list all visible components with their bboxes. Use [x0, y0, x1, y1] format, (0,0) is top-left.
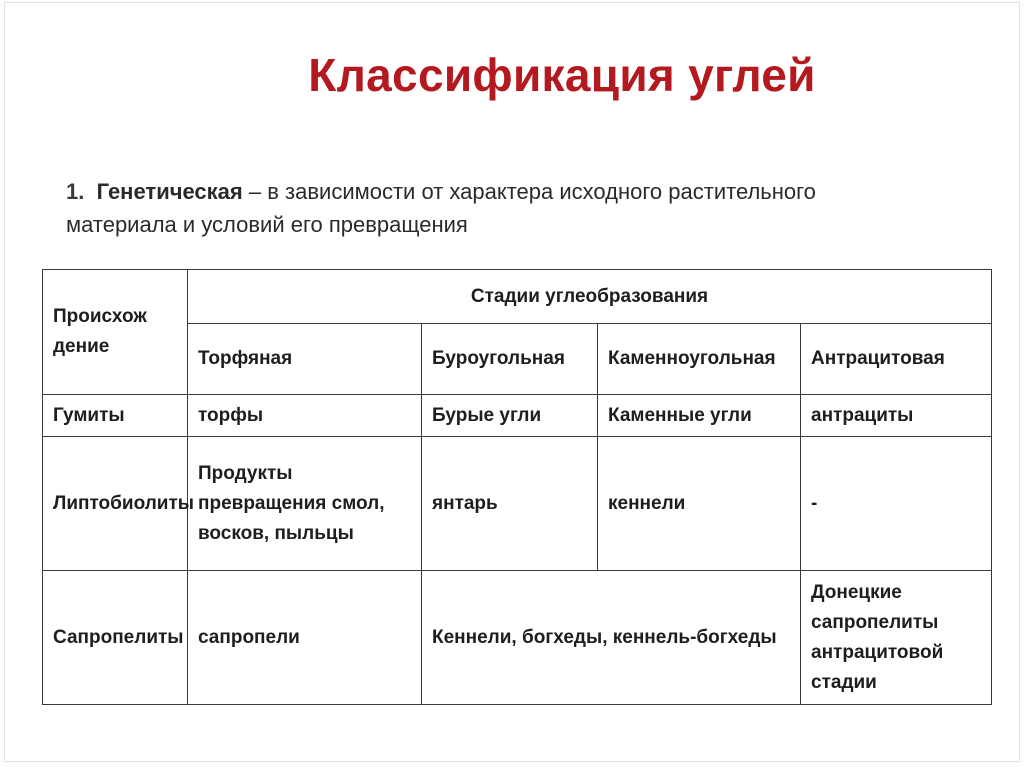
subtitle [66, 175, 966, 241]
table-cell: Каменные угли [598, 395, 801, 437]
stage-peat: Торфяная [188, 324, 422, 395]
table-cell: Кеннели, богхеды, кеннель-богхеды [422, 571, 801, 705]
table-row-sapropelites [43, 571, 992, 705]
stage-anthracite: Антрацитовая [801, 324, 992, 395]
origin-header: Происхож дение [43, 270, 188, 395]
page-title: Классификация углей [308, 49, 816, 101]
list-number: 1. [66, 179, 85, 204]
stage-brown-coal: Буроугольная [422, 324, 598, 395]
classification-term: Генетическая [96, 179, 243, 204]
table-cell: сапропели [188, 571, 422, 705]
stage-hard-coal: Каменноугольная [598, 324, 801, 395]
origin-sapropelites: Сапропелиты [43, 571, 188, 705]
origin-liptobiolites: Липтобиолиты [43, 437, 188, 571]
table-cell: Продукты превращения смол, восков, пыльцы [188, 437, 422, 571]
subtitle-description-2: материала и условий его превращения [66, 212, 468, 237]
table-row-humites [43, 395, 992, 437]
table-cell: кеннели [598, 437, 801, 571]
table-cell: Бурые угли [422, 395, 598, 437]
table-cell: торфы [188, 395, 422, 437]
table-cell: - [801, 437, 992, 571]
table-cell: янтарь [422, 437, 598, 571]
header-row [43, 270, 992, 324]
origin-humites: Гумиты [43, 395, 188, 437]
table-cell: антрациты [801, 395, 992, 437]
subtitle-description-1: – в зависимости от характера исходного растительного [242, 179, 816, 204]
table-cell: Донецкие сапропелиты антрацитовой стадии [801, 571, 992, 705]
table-row-liptobiolites [43, 437, 992, 571]
classification-table [42, 269, 992, 705]
stages-header: Стадии углеобразования [188, 270, 992, 324]
